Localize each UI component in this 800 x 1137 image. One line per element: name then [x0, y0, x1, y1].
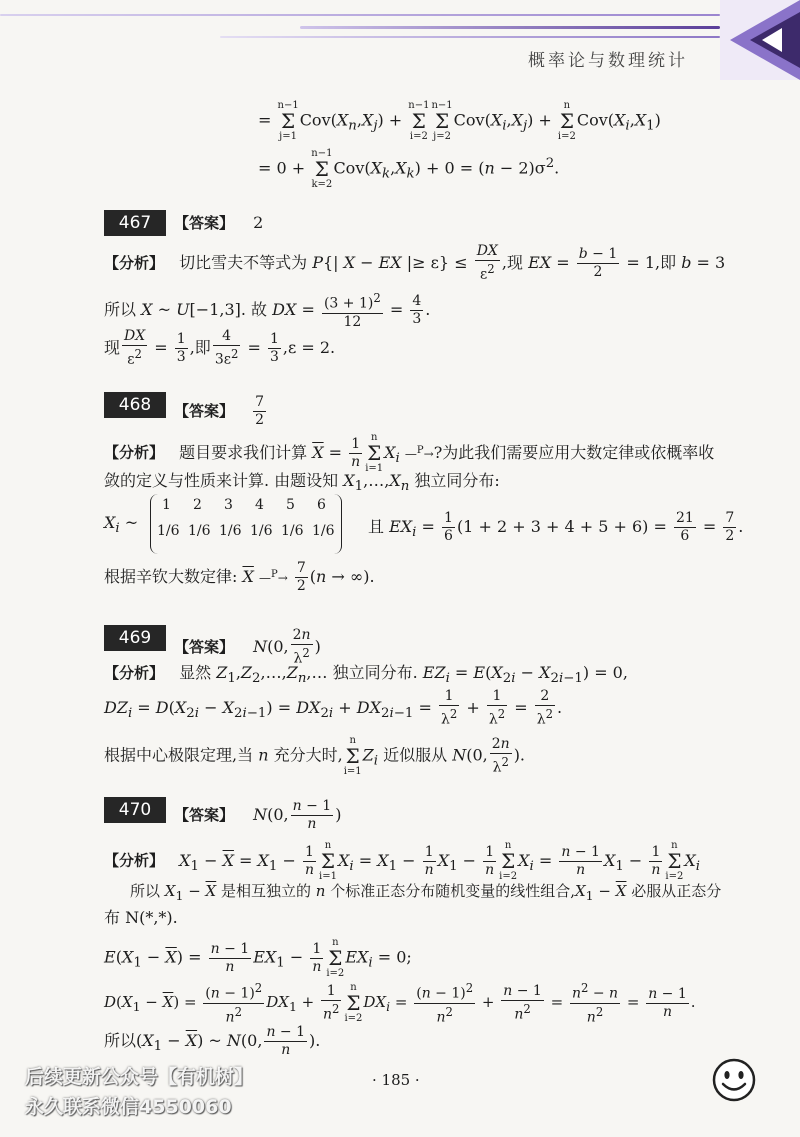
answer-label: 【答案】 [174, 806, 235, 824]
analysis-line: 布 N(*,*). [104, 908, 178, 927]
question-number: 468 [104, 392, 166, 418]
answer-value: N(0, $\frac{2n}{\lambda^2}$ ) [253, 627, 321, 667]
answer-value: N(0, $\frac{n - 1}{n}$ ) [253, 798, 342, 832]
analysis-line: $DZ_i = D(X_{2i} - X_{2i-1}) = DX_{2i} + DX_{2i-1}$ = $\frac{1}{\lambda^2}$ + $\frac{1}{\lambda^2}$ = $\frac{2}{\lambda^2}$ . [104, 688, 563, 728]
analysis-line: 所以 X ~ U[−1,3]. 故 DX = $\frac{(3 + 1)^2}{12}$ = $\frac{4}{3}$ . [104, 291, 431, 330]
analysis-label: 【分析】 [104, 253, 165, 272]
header-rule [0, 14, 720, 16]
top-equation-2: = 0 + n−1 Σ $k=2Cov(X_k,X_k) + 0 = (n - 2)\sigma^2$. [258, 148, 560, 190]
distribution-label: $X_i$ ~ [104, 513, 139, 537]
analysis-line: 【分析】 切比雪夫不等式为 P{| X − EX |≥ ε} ≤ $\frac{DX}{\varepsilon^2}$ ,现 EX = $\frac{b - 1}{2}$ = 1,即 b = 3 [104, 243, 726, 283]
analysis-line: 所以$(X_1 - \overline{X})$ ~ N(0, $\frac{n - 1}{n}$ ). [104, 1024, 321, 1058]
top-equation-1: = n−1 Σ $j=1Cov(X_n,X_j) + n-1$ Σ i=2n−1 Σ $j=2Cov(X_i,X_j) + n$ Σ $i=2Cov(X_i,X_1)$ [258, 100, 661, 142]
question-number: 469 [104, 625, 166, 651]
sum-sign: n Σ i=2 [557, 100, 576, 142]
answer-label: 【答案】 [174, 402, 235, 420]
watermark-line-1: 后续更新公众号【有机树】 [25, 1066, 254, 1088]
answer-value: 2 [253, 213, 264, 232]
analysis-line: 且 $EX_i$ = $\frac{1}{6}$ (1 + 2 + 3 + 4 + 5 + 6) = $\frac{21}{6}$ = $\frac{7}{2}$ . [368, 510, 744, 544]
sum-sign: n−1 Σ j=1 [277, 100, 299, 142]
analysis-line: $E(X_1 - \overline{X})$ = $\frac{n - 1}{n}$ $EX_1$ − $\frac{1}{n}$ n Σ $i=2EX_i = 0$; [104, 937, 412, 979]
answer-label: 【答案】 [174, 214, 235, 232]
analysis-label: 【分析】 [104, 851, 165, 870]
sum-sign: n−1 Σ i=2 [408, 100, 430, 142]
matrix-probabilities-row: 1/6 1/6 1/6 1/6 1/6 1/6 [157, 523, 335, 539]
matrix-values-row: 1 2 3 4 5 6 [162, 497, 326, 513]
analysis-label: 【分析】 [104, 664, 165, 682]
header-title: 概率论与数理统计 [528, 51, 688, 71]
answer-line [174, 798, 341, 833]
distribution-matrix [150, 494, 342, 554]
analysis-line: 根据中心极限定理,当 n 充分大时,n Σ $i=1Z_i$ 近似服从 N(0, $\frac{2n}{\lambda^2}$ ). [104, 735, 526, 777]
question-number: 470 [104, 797, 166, 823]
analysis-line: 敛的定义与性质来计算. 由题设知 $X_1,\dots,X_n$ 独立同分布: [104, 471, 500, 495]
analysis-line: 【分析】 $X_1 - \overline{X} = X_1$ − $\frac{1}{n}$ n Σ $i=1X_i = X_1$ − $\frac{1}{n}$ $X_1$ − $\frac{1}{n}$ n Σ $i=2X_i$ = $\frac{n - 1}{n}$ $X_1$ − $\frac{1}{n}$ n Σ $i=2X_i$ [104, 840, 701, 882]
analysis-line: $D(X_1 - \overline{X})$ = $\frac{(n - 1)^2}{n^2}$ $DX_1$ + $\frac{1}{n^2}$ n Σ $i=2DX_i$ = $\frac{(n - 1)^2}{n^2}$ + $\frac{n - 1}{n^2}$ = $\frac{n^2 - n}{n^2}$ = $\frac{n - 1}{n}$ . [104, 981, 696, 1026]
header-rule-3 [220, 36, 720, 38]
sum-sign: n−1 Σ j=2 [431, 100, 453, 142]
sum-sign: n−1 Σ k=2 [311, 148, 333, 190]
question-number: 467 [104, 210, 166, 236]
analysis-line: 【分析】 显然 $Z_1,Z_2,\dots,Z_n,\dots$ 独立同分布. $EZ_i = E(X_{2i} - X_{2i-1}) = 0$, [104, 663, 628, 687]
header-rule-2 [300, 26, 720, 29]
analysis-line: 【分析】 题目要求我们计算 $\overline{X}$ = $\frac{1}{n}$ n Σ $i=1X_i$ —$^P$→?为此我们需要应用大数定律或依概率收 [104, 432, 715, 474]
analysis-label: 【分析】 [104, 443, 165, 462]
smiley-icon [712, 1058, 756, 1102]
answer-line [174, 394, 268, 429]
page-number: · 185 · [372, 1071, 420, 1089]
analysis-line: 根据辛钦大数定律: $\overline{X}$ —$^P$→ $\frac{7}{2}$ (n → ∞). [104, 560, 375, 594]
analysis-line: 所以 $X_1 - \overline{X}$ 是相互独立的 n 个标准正态分布随机变量的线性组合$,X_1 - \overline{X}$ 必服从正态分 [130, 882, 722, 903]
answer-value: $\frac{7}{2}$ [255, 394, 265, 428]
corner-triangle-icon [720, 0, 800, 80]
answer-line [174, 212, 263, 233]
analysis-line: 现 $\frac{DX}{\varepsilon^2}$ = $\frac{1}{3}$ ,即 $\frac{4}{3\varepsilon^2}$ = $\frac{1}{3}$ ,ε = 2. [104, 328, 336, 368]
answer-label: 【答案】 [174, 637, 235, 656]
watermark-line-2: 永久联系微信4550060 [25, 1096, 232, 1118]
